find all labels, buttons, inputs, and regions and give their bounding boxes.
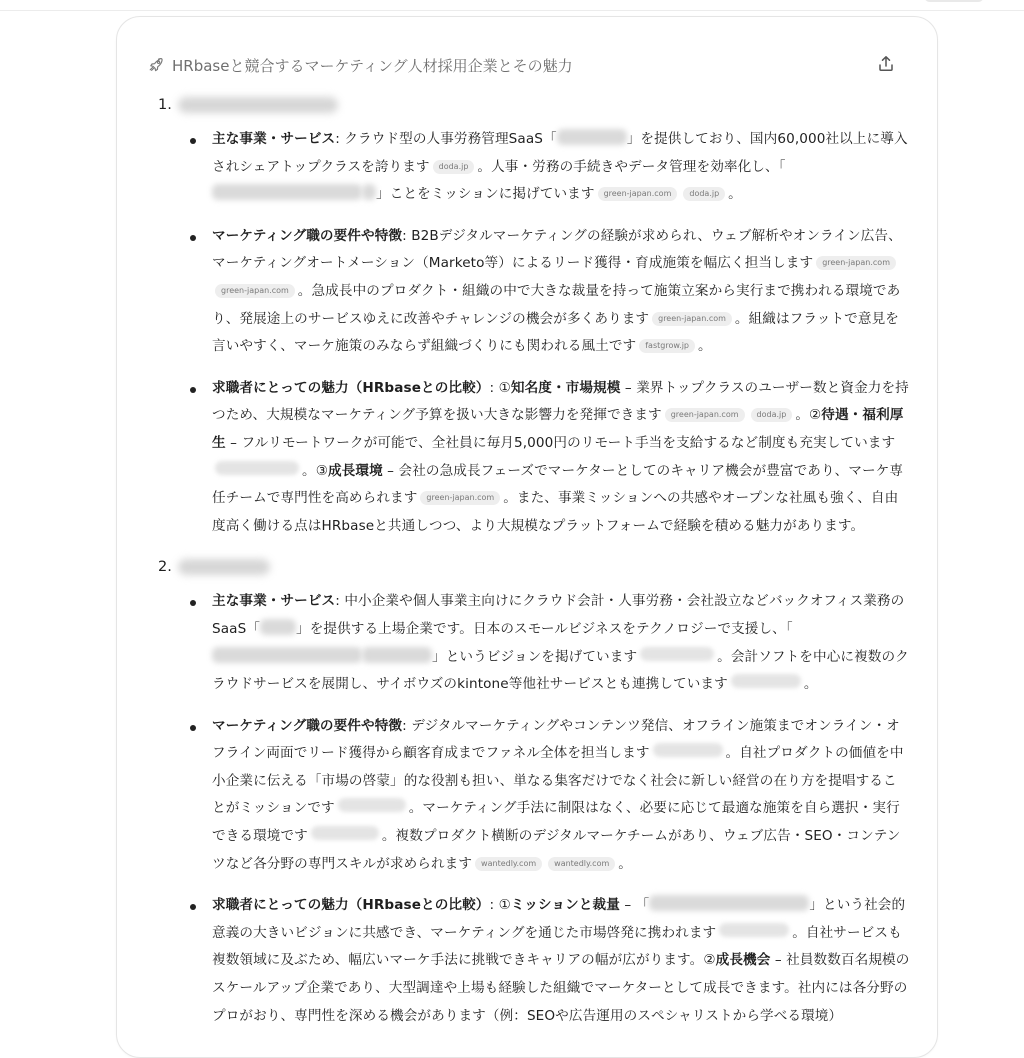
redacted-text (212, 184, 362, 200)
point-text: 。マーケティング手法に制限はなく、必要に応じて最適な施策を自ら選択・実行できる環境です (212, 800, 900, 845)
point-item (150, 588, 910, 698)
company-number: 2. (158, 559, 172, 576)
point-text: 。 (728, 186, 742, 203)
point-text: : クラウド型の人事労務管理SaaS「 (335, 131, 557, 147)
point-text: – 社員数数百名規模のスケールアップ企業であり、大型調達や上場も経験した組織でマーケターとして成長できます。社内には各分野のプロがおり、専門性を深める機会があります（例：SEOや広告運用のスペシャリストから学べる環境） (212, 952, 910, 1024)
citation-chip-redacted[interactable] (719, 923, 789, 937)
answer-content (150, 92, 910, 1044)
bullet-dot (190, 725, 196, 731)
point-highlight: 知名度・市場規模 (510, 379, 621, 396)
point-text: : デジタルマーケティングやコンテンツ発信、オフライン施策までオンライン・オフライン両面でリード獲得から顧客育成までファネル全体を担当します (212, 717, 900, 762)
citation-chip[interactable]: green-japan.com (598, 187, 678, 201)
citation-chip-redacted[interactable] (653, 743, 723, 757)
point-text: 。 (618, 855, 632, 872)
point-text: – 「 (619, 897, 650, 914)
citation-chip-redacted[interactable] (215, 461, 299, 475)
point-text: 」という社会的意義の大きいビジョンに共感でき、マーケティングを通じた市場啓発に携われます (212, 897, 906, 941)
redacted-text (362, 184, 376, 200)
citation-chip[interactable]: doda.jp (683, 187, 725, 201)
company-name-redacted (178, 97, 338, 113)
citation-chip[interactable]: green-japan.com (665, 408, 745, 422)
company-list (150, 92, 910, 1030)
company-item (150, 554, 910, 1030)
share-icon[interactable] (876, 54, 896, 74)
citation-chip-redacted[interactable] (311, 826, 379, 840)
point-item (150, 713, 910, 879)
point-text: 。人事・労務の手続きやデータ管理を効率化し、「 (477, 158, 786, 175)
point-highlight: 待遇・福利厚生 (212, 407, 904, 451)
point-text: – フルリモートワークが可能で、全社員に毎月5,000円のリモート手当を支給するなど制度も充実しています (225, 434, 896, 451)
card-title: HRbaseと競合するマーケティング人材採用企業とその魅力 (172, 56, 573, 75)
company-heading (150, 554, 910, 580)
bullet-dot (190, 138, 196, 144)
citation-chip[interactable]: green-japan.com (816, 256, 896, 270)
point-text: 」を提供する上場企業です。日本のスモールビジネスをテクノロジーで支援し、「 (296, 620, 793, 637)
company-number: 1. (158, 97, 172, 113)
point-text: 。組織はフラットで意見を言いやすく、マーケ施策のみならず組織づくりにも関われる風土です (212, 310, 899, 355)
point-highlight: 成長環境 (327, 462, 383, 479)
point-text: 。急成長中のプロダクト・組織の中で大きな裁量を持って施策立案から実行まで携われる環境であり、発展途上のサービスゆえに改善やチャレンジの機会が多くあります (212, 282, 901, 327)
point-item (150, 375, 910, 541)
point-text: 。複数プロダクト横断のデジタルマーケチームがあり、ウェブ広告・SEO・コンテンツなど各分野の専門スキルが求められます (212, 828, 901, 872)
redacted-text (557, 129, 627, 145)
point-label: 主な事業・サービス (212, 593, 336, 610)
point-label: 主な事業・サービス (212, 131, 336, 147)
point-text: 」というビジョンを掲げています (432, 648, 638, 665)
company-item (150, 92, 910, 540)
bullet-dot (190, 387, 196, 393)
point-item (150, 126, 910, 209)
point-text: 。③ (302, 462, 328, 479)
point-text: 。 (803, 676, 818, 693)
point-text: 。自社サービスも複数領域に及ぶため、幅広いマーケ手法に挑戦できキャリアの幅が広がります。② (212, 924, 902, 969)
bullet-dot (190, 235, 196, 241)
top-right-control[interactable] (924, 0, 984, 2)
point-text: 。自社プロダクトの価値を中小企業に伝える「市場の啓蒙」的な役割も担い、単なる集客だけでなく社会に新しい経営の在り方を提唱することがミッションです (212, 745, 904, 817)
point-text: 」ことをミッションに掲げています (376, 186, 595, 203)
card-header (148, 54, 573, 76)
citation-chip-redacted[interactable] (640, 647, 714, 661)
point-list (150, 126, 910, 540)
point-text: : 中小企業や個人事業主向けにクラウド会計・人事労務・会社設立などバックオフィス業務のSaaS「 (212, 593, 905, 637)
redacted-text (362, 647, 432, 663)
citation-chip-redacted[interactable] (731, 674, 801, 688)
company-name-redacted (178, 559, 270, 575)
point-text: – 会社の急成長フェーズでマーケターとしてのキャリア機会が豊富であり、マーケ専任チームで専門性を高められます (212, 462, 904, 507)
citation-chip[interactable]: green-japan.com (215, 284, 295, 298)
citation-chip[interactable]: wantedly.com (548, 857, 615, 871)
point-label: マーケティング職の要件や特徴 (212, 717, 403, 734)
citation-chip[interactable]: doda.jp (433, 160, 475, 174)
point-label: 求職者にとっての魅力（HRbaseとの比較） (212, 897, 490, 914)
citation-chip[interactable]: wantedly.com (475, 857, 542, 871)
citation-chip-redacted[interactable] (338, 798, 406, 812)
point-text: 。 (698, 338, 712, 355)
point-text: – 業界トップクラスのユーザー数と資金力を持つため、大規模なマーケティング予算を扱い大きな影響力を発揮できます (212, 379, 909, 424)
point-list (150, 588, 910, 1030)
point-highlight: ミッションと裁量 (510, 897, 620, 914)
point-text: : ① (489, 379, 511, 396)
point-text: 」を提供しており、国内60,000社以上に導入されシェアトップクラスを誇ります (212, 131, 908, 175)
point-highlight: 成長機会 (715, 952, 771, 969)
point-label: 求職者にとっての魅力（HRbaseとの比較） (212, 379, 490, 396)
point-item (150, 223, 910, 361)
point-text: : ① (489, 897, 511, 914)
citation-chip[interactable]: fastgrow.jp (639, 339, 695, 353)
point-item (150, 892, 910, 1030)
point-label: マーケティング職の要件や特徴 (212, 227, 403, 244)
rocket-icon (148, 57, 164, 73)
point-text: 。また、事業ミッションへの共感やオープンな社風も強く、自由度高く働ける点はHRbaseと共通しつつ、より大規模なプラットフォームで経験を積める魅力があります。 (212, 490, 899, 534)
redacted-text (212, 647, 362, 663)
bullet-dot (190, 904, 196, 910)
redacted-text (260, 619, 296, 635)
citation-chip[interactable]: doda.jp (751, 408, 793, 422)
top-divider (0, 10, 1024, 11)
redacted-text (649, 895, 809, 911)
citation-chip[interactable]: green-japan.com (652, 312, 732, 326)
point-text: 。② (795, 407, 822, 424)
citation-chip[interactable]: green-japan.com (420, 491, 500, 505)
point-text: : B2Bデジタルマーケティングの経験が求められ、ウェブ解析やオンライン広告、マーケティングオートメーション（Marketo等）によるリード獲得・育成施策を幅広く担当します (212, 227, 902, 272)
point-text: 。会計ソフトを中心に複数のクラウドサービスを展開し、サイボウズのkintone等他社サービスとも連携しています (212, 648, 909, 693)
company-heading (150, 92, 910, 118)
bullet-dot (190, 600, 196, 606)
